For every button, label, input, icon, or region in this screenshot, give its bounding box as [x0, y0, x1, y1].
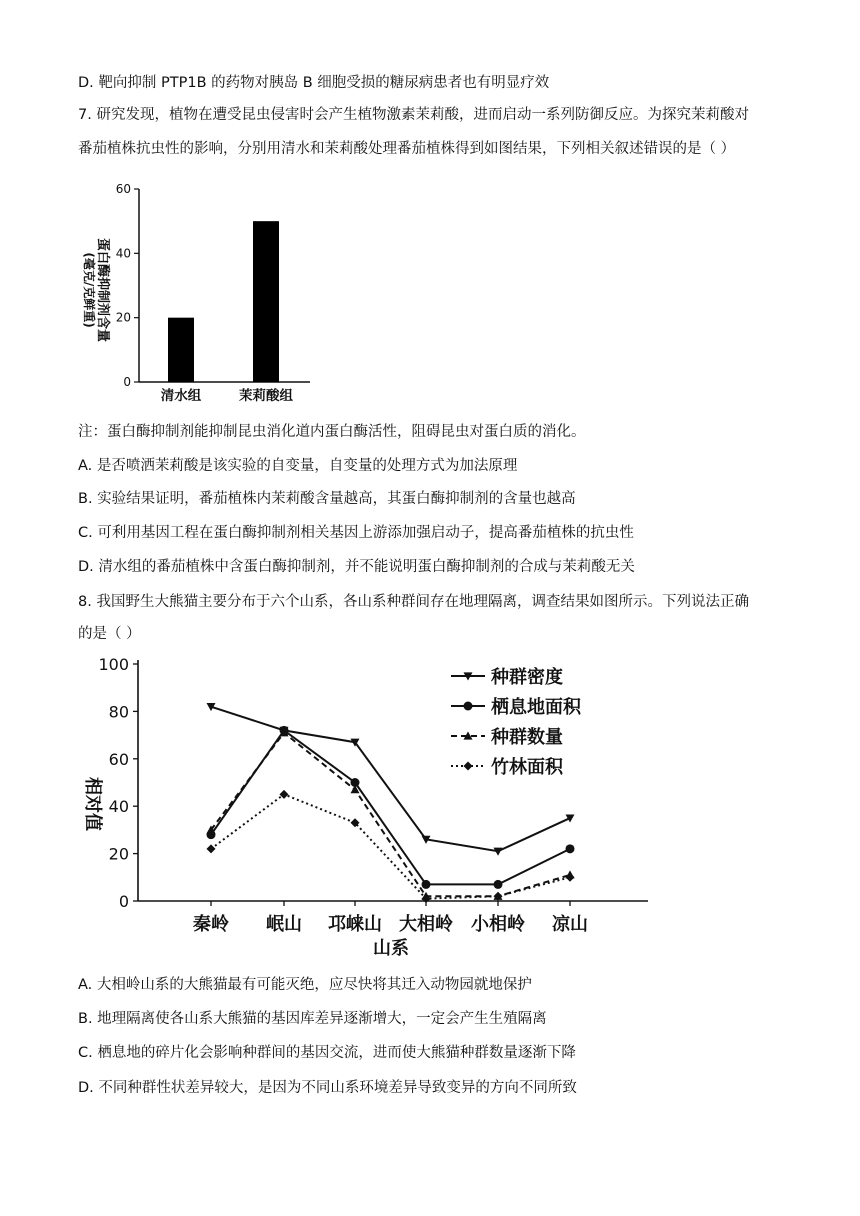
y-tick-label: 60 — [115, 182, 131, 196]
y-tick-label: 80 — [108, 702, 129, 722]
q8-stem-line-2: 的是（ ） — [78, 626, 141, 642]
legend-label: 种群密度 — [491, 667, 563, 688]
x-category-label: 茉莉酸组 — [239, 388, 293, 404]
x-category-label: 秦岭 — [193, 914, 229, 935]
x-category-label: 岷山 — [266, 914, 302, 935]
q8-option-c: C. 栖息地的碎片化会影响种群间的基因交流，进而使大熊猫种群数量逐渐下降 — [78, 1045, 576, 1061]
q7-option-d: D. 清水组的番茄植株中含蛋白酶抑制剂，并不能说明蛋白酶抑制剂的合成与茉莉酸无关 — [78, 559, 635, 575]
bar-1 — [168, 318, 194, 382]
x-axis-title: 山系 — [373, 938, 409, 959]
q7-stem-line-2: 番茄植株抗虫性的影响，分别用清水和茉莉酸处理番茄植株得到如图结果，下列相关叙述错误的是（ ） — [78, 141, 736, 157]
q6-option-d: D. 靶向抑制 PTP1B 的药物对胰岛 B 细胞受损的糖尿病患者也有明显疗效 — [78, 75, 550, 91]
x-category-label: 凉山 — [552, 914, 588, 935]
legend-label: 竹林面积 — [491, 757, 563, 778]
q8-option-a: A. 大相岭山系的大熊猫最有可能灭绝，应尽快将其迁入动物园就地保护 — [78, 977, 532, 993]
q7-option-b: B. 实验结果证明，番茄植株内茉莉酸含量越高，其蛋白酶抑制剂的含量也越高 — [78, 491, 576, 507]
x-category-label: 大相岭 — [399, 914, 453, 935]
y-tick-label: 0 — [123, 375, 131, 389]
series-line-2 — [211, 730, 570, 884]
y-tick-label: 60 — [108, 749, 129, 769]
data-point — [566, 844, 575, 853]
legend-label: 栖息地面积 — [491, 697, 581, 718]
x-category-label: 邛崃山 — [328, 914, 382, 935]
protease-inhibitor-bar-chart — [78, 172, 328, 412]
y-tick-label: 40 — [115, 246, 131, 261]
y-axis-title: 相对值 — [82, 777, 103, 831]
bar-2 — [253, 221, 279, 382]
x-category-label: 清水组 — [160, 388, 202, 404]
q7-option-c: C. 可利用基因工程在蛋白酶抑制剂相关基因上游添加强启动子，提高番茄植株的抗虫性 — [78, 525, 634, 541]
data-point — [566, 873, 575, 882]
y-axis-title: 蛋白酶抑制剂含量 — [95, 237, 110, 343]
data-point — [207, 844, 216, 853]
legend-swatch-marker — [464, 762, 473, 771]
y-tick-label: 20 — [108, 844, 129, 864]
q7-note: 注：蛋白酶抑制剂能抑制昆虫消化道内蛋白酶活性，阻碍昆虫对蛋白质的消化。 — [78, 424, 586, 440]
x-category-label: 小相岭 — [471, 914, 525, 935]
y-axis-unit: (毫克/克鲜重) — [82, 252, 96, 328]
legend-label: 种群数量 — [491, 727, 563, 748]
data-point — [494, 880, 503, 889]
legend-swatch-marker — [464, 702, 473, 711]
y-tick-label: 40 — [108, 797, 129, 817]
series-line-4 — [211, 794, 570, 898]
q8-option-b: B. 地理隔离使各山系大熊猫的基因库差异逐渐增大，一定会产生生殖隔离 — [78, 1011, 547, 1027]
q8-option-d: D. 不同种群性状差异较大，是因为不同山系环境差异导致变异的方向不同所致 — [78, 1080, 577, 1096]
q7-option-a: A. 是否喷洒茉莉酸是该实验的自变量，自变量的处理方式为加法原理 — [78, 458, 518, 474]
y-tick-label: 20 — [115, 310, 131, 325]
q7-stem-line-1: 7. 研究发现，植物在遭受昆虫侵害时会产生植物激素茉莉酸，进而启动一系列防御反应。为探究茉莉酸对 — [78, 107, 749, 123]
y-tick-label: 100 — [98, 655, 129, 674]
q8-stem-line-1: 8. 我国野生大熊猫主要分布于六个山系，各山系种群间存在地理隔离，调查结果如图所示。下列说法正确 — [78, 594, 749, 610]
data-point — [351, 818, 360, 827]
data-point — [422, 880, 431, 889]
panda-population-line-chart — [78, 652, 658, 970]
y-tick-label: 0 — [118, 892, 129, 911]
